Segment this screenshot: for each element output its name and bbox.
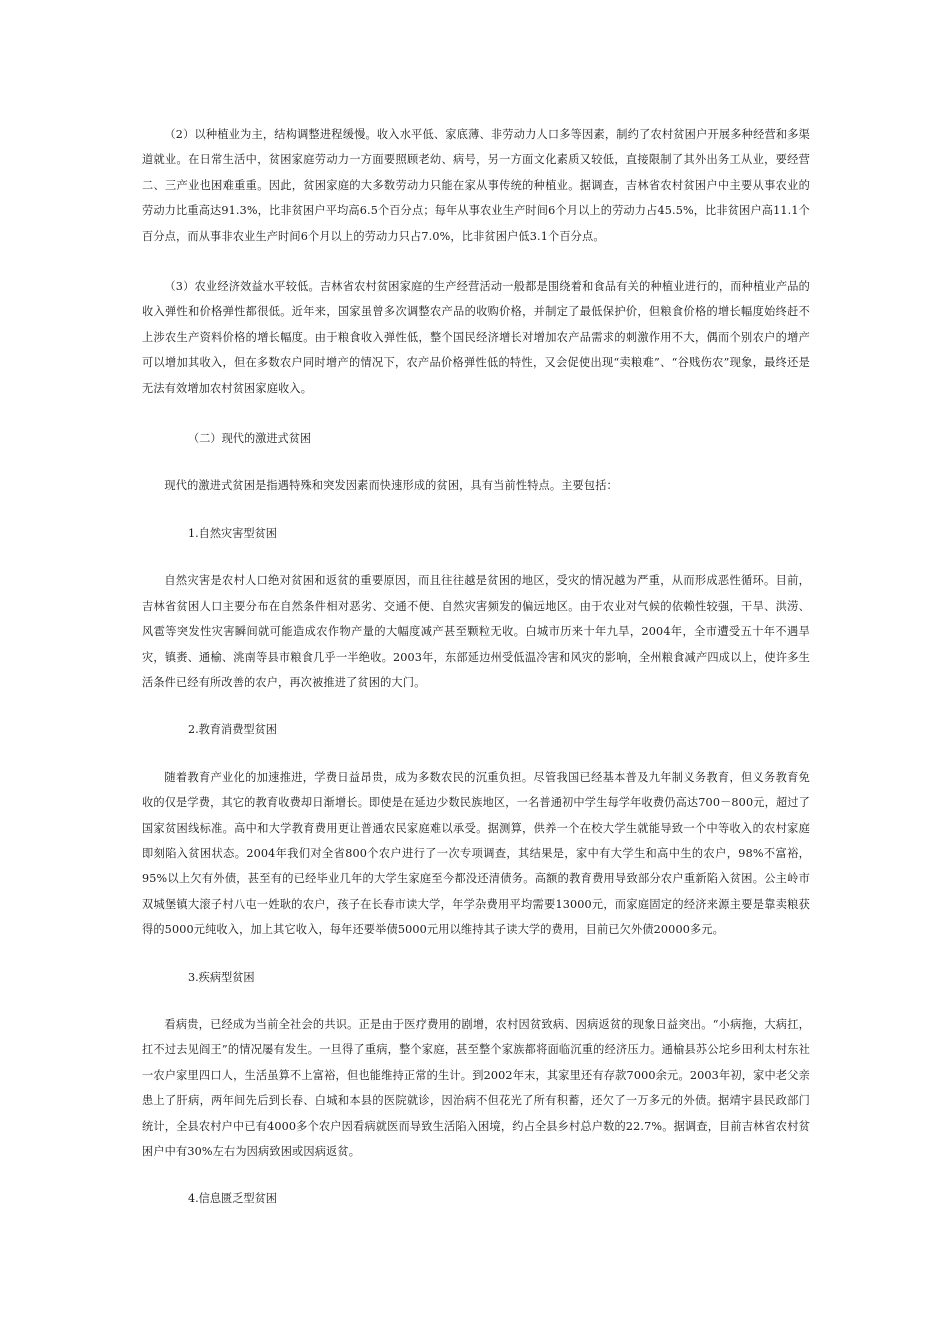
subheading-natural-disaster: 1.自然灾害型贫困 bbox=[188, 526, 277, 540]
paragraph-illness: 看病贵，已经成为当前全社会的共识。正是由于医疗费用的剧增，农村因贫致病、因病返贫的现象日益突出。“小病拖，大病扛，扛不过去见阎王”的情况屡有发生。一旦得了重病，整个家庭，甚至整个家族都将面临沉重的经济压力。通榆县苏公坨乡田利太村东社一农户家里四口人，生活虽算不上富裕，但也能维持正常的生计。到2002年末，其家里还有存款7000余元。2003年初，家中老父亲患上了肝病，两年间先后到长春、白城和本县的医院就诊，因治病不但花光了所有积蓄，还欠了一万多元的外债。据靖宇县民政部门统计，全县农村户中已有4000多个农户因看病就医而导致生活陷入困境，约占全县乡村总户数的22.7%。据调查，目前吉林省农村贫困户中有30%左右为因病致困或因病返贫。 bbox=[142, 1017, 810, 1158]
paragraph-agricultural-efficiency: （3）农业经济效益水平较低。吉林省农村贫困家庭的生产经营活动一般都是围绕着和食品有关的种植业进行的，而种植业产品的收入弹性和价格弹性都很低。近年来，国家虽曾多次调整农产品的收购价格，并制定了最低保护价，但粮食价格的增长幅度始终赶不上涉农生产资料价格的增长幅度。由于粮食收入弹性低，整个国民经济增长对增加农产品需求的刺激作用不大，偶而个别农户的增产可以增加其收入，但在多数农户同时增产的情况下，农产品价格弹性低的特性，又会促使出现“卖粮难”、“谷贱伤农”现象，最终还是无法有效增加农村贫困家庭收入。 bbox=[142, 280, 810, 395]
paragraph-education-cost: 随着教育产业化的加速推进，学费日益昂贵，成为多数农民的沉重负担。尽管我国已经基本普及九年制义务教育，但义务教育免收的仅是学费，其它的教育收费却日渐增长。即使是在延边少数民族地区，一名普通初中学生每学年收费仍高达700－800元，超过了国家贫困线标准。高中和大学教育费用更让普通农民家庭难以承受。据测算，供养一个在校大学生就能导致一个中等收入的农村家庭即刻陷入贫困状态。2004年我们对全省800个农户进行了一次专项调查，其结果是，家中有大学生和高中生的农户，98%不富裕，95%以上欠有外债，甚至有的已经毕业几年的大学生家庭至今都没还清债务。高额的教育费用导致部分农户重新陷入贫困。公主岭市双城堡镇大滚子村八屯一姓耿的农户，孩子在长春市读大学，年学杂费用平均需要13000元，而家庭固定的经济来源主要是靠卖粮获得的5000元纯收入，加上其它收入，每年还要举债5000元用以维持其子读大学的费用，目前已欠外债20000多元。 bbox=[142, 770, 810, 937]
paragraph-natural-disaster: 自然灾害是农村人口绝对贫困和返贫的重要原因，而且往往越是贫困的地区，受灾的情况越为严重，从而形成恶性循环。目前，吉林省贫困人口主要分布在自然条件相对恶劣、交通不便、自然灾害频发的偏远地区。由于农业对气候的依赖性较强，干旱、洪涝、风雹等突发性灾害瞬间就可能造成农作物产量的大幅度减产甚至颗粒无收。白城市历来十年九旱，2004年，全市遭受五十年不遇旱灾，镇赉、通榆、洮南等县市粮食几乎一半绝收。2003年，东部延边州受低温冷害和风灾的影响，全州粮食减产四成以上，使许多生活条件已经有所改善的农户，再次被推进了贫困的大门。 bbox=[142, 574, 810, 689]
document-page bbox=[142, 122, 810, 1212]
subheading-illness: 3.疾病型贫困 bbox=[188, 970, 255, 984]
paragraph-modern-poverty-intro: 现代的激进式贫困是指遇特殊和突发因素而快速形成的贫困，具有当前性特点。主要包括： bbox=[164, 479, 618, 493]
section-heading-modern-poverty: （二）现代的激进式贫困 bbox=[188, 432, 312, 446]
paragraph-structure-adjustment: （2）以种植业为主，结构调整进程缓慢。收入水平低、家底薄、非劳动力人口多等因素，制约了农村贫困户开展多种经营和多渠道就业。在日常生活中，贫困家庭劳动力一方面要照顾老幼、病号，另一方面文化素质又较低，直接限制了其外出务工从业，要经营二、三产业也困难重重。因此，贫困家庭的大多数劳动力只能在家从事传统的种植业。据调查，吉林省农村贫困户中主要从事农业的劳动力比重高达91.3%，比非贫困户平均高6.5个百分点；每年从事农业生产时间6个月以上的劳动力占45.5%，比非贫困户高11.1个百分点，而从事非农业生产时间6个月以上的劳动力只占7.0%，比非贫困户低3.1个百分点。 bbox=[142, 128, 810, 243]
subheading-education-cost: 2.教育消费型贫困 bbox=[188, 723, 277, 737]
subheading-information-scarcity: 4.信息匮乏型贫困 bbox=[188, 1192, 277, 1206]
